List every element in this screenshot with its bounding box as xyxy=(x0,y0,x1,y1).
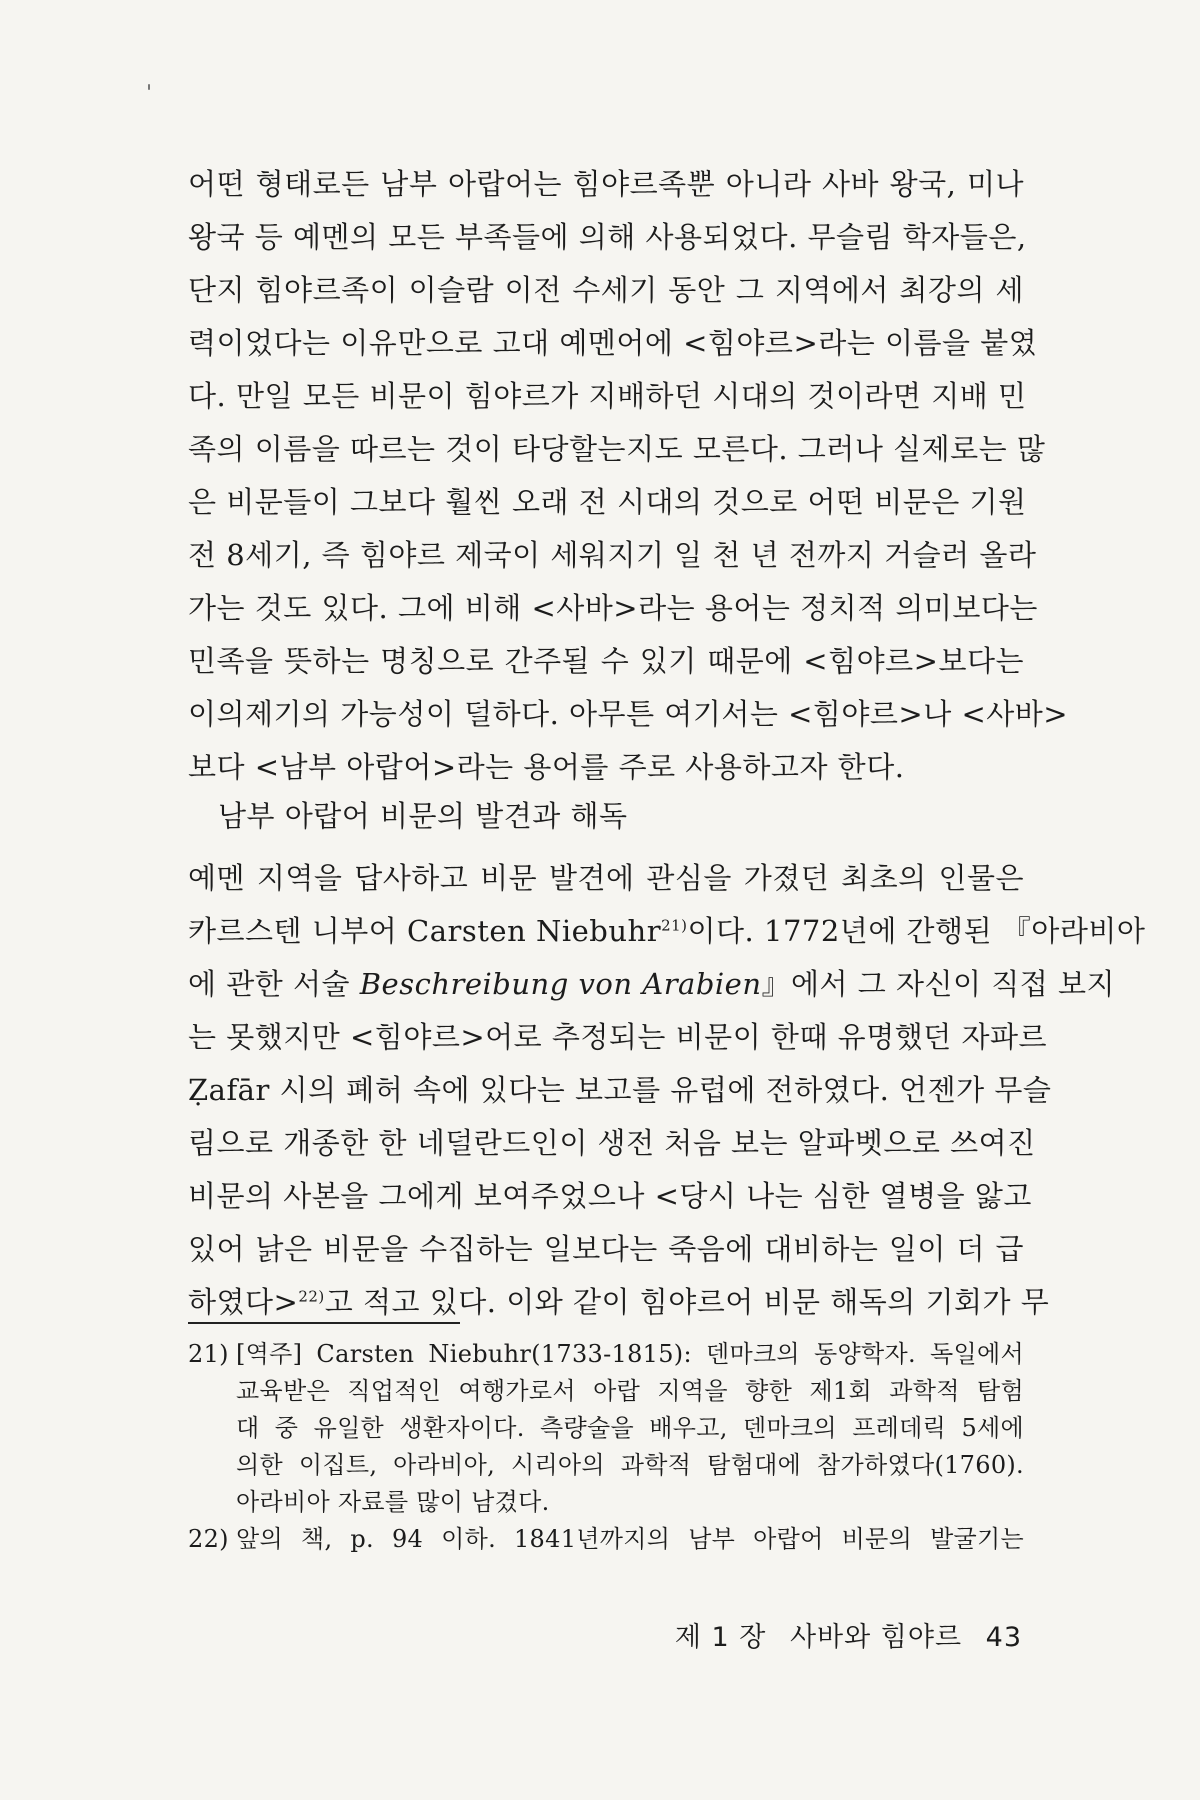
footnote-divider xyxy=(188,1322,460,1324)
book-title-italic: Beschreibung von Arabien xyxy=(359,967,762,1001)
text-fragment: 이다. 1772년에 간행된 『아라비아 xyxy=(687,914,1146,948)
text-line: 단지 힘야르족이 이슬람 이전 수세기 동안 그 지역에서 최강의 세 xyxy=(188,273,1024,307)
text-line xyxy=(188,905,1146,958)
footnote-body xyxy=(236,1521,1024,1558)
footnotes xyxy=(188,1336,1024,1558)
text-line: 왕국 등 예멘의 모든 부족들에 의해 사용되었다. 무슬림 학자들은, xyxy=(188,220,1027,254)
text-line: 비문의 사본을 그에게 보여주었으나 <당시 나는 심한 열병을 앓고 xyxy=(188,1179,1032,1213)
text-line: 다. 만일 모든 비문이 힘야르가 지배하던 시대의 것이라면 지배 민 xyxy=(188,379,1027,413)
text-line: Ẓafār 시의 폐허 속에 있다는 보고를 유럽에 전하였다. 언젠가 무슬 xyxy=(188,1073,1052,1107)
section-heading: 남부 아랍어 비문의 발견과 해독 xyxy=(218,799,628,833)
text-fragment: 하였다> xyxy=(188,1285,299,1319)
footnote-line: 앞의 책, p. 94 이하. 1841년까지의 남부 아랍어 비문의 발굴기는 xyxy=(236,1525,1024,1553)
text-fragment: 에 관한 서술 xyxy=(188,967,360,1001)
footnote-line: 아라비아 자료를 많이 남겼다. xyxy=(236,1488,550,1516)
footnote-21 xyxy=(188,1336,1024,1521)
footnote-number: 22) xyxy=(188,1525,229,1553)
text-line: 림으로 개종한 한 네덜란드인이 생전 처음 보는 알파벳으로 쓰여진 xyxy=(188,1126,1036,1160)
text-line: 예멘 지역을 답사하고 비문 발견에 관심을 가졌던 최초의 인물은 xyxy=(188,861,1024,895)
footnote-body xyxy=(236,1336,1024,1521)
text-line: 보다 <남부 아랍어>라는 용어를 주로 사용하고자 한다. xyxy=(188,750,905,784)
page-number: 43 xyxy=(985,1622,1022,1653)
page-footer xyxy=(675,1620,1022,1656)
footnote-line: [역주] Carsten Niebuhr(1733-1815): 덴마크의 동양학자. 독일에서 xyxy=(236,1340,1024,1368)
text-fragment: 카르스텐 니부어 Carsten Niebuhr xyxy=(188,914,662,948)
text-line: 는 못했지만 <힘야르>어로 추정되는 비문이 한때 유명했던 자파르 xyxy=(188,1020,1047,1054)
text-line: 력이었다는 이유만으로 고대 예멘어에 <힘야르>라는 이름을 붙였 xyxy=(188,326,1038,360)
body-paragraph-1 xyxy=(188,158,1069,794)
text-line: 가는 것도 있다. 그에 비해 <사바>라는 용어는 정치적 의미보다는 xyxy=(188,591,1038,625)
text-line: 전 8세기, 즉 힘야르 제국이 세워지기 일 천 년 전까지 거슬러 올라 xyxy=(188,538,1037,572)
chapter-label: 제 1 장 xyxy=(674,1622,767,1653)
scan-speck xyxy=(148,84,150,90)
footnote-22 xyxy=(188,1521,1024,1558)
body-paragraph-2 xyxy=(188,852,1146,1329)
chapter-title: 사바와 힘야르 xyxy=(789,1622,963,1653)
footnote-line: 교육받은 직업적인 여행가로서 아랍 지역을 향한 제1회 과학적 탐험 xyxy=(236,1377,1024,1405)
footnote-line: 의한 이집트, 아라비아, 시리아의 과학적 탐험대에 참가하였다(1760). xyxy=(236,1451,1024,1479)
footnote-ref-21: 21) xyxy=(661,916,688,935)
footnote-line: 대 중 유일한 생환자이다. 측량술을 배우고, 덴마크의 프레데릭 5세에 xyxy=(236,1414,1024,1442)
text-line: 어떤 형태로든 남부 아랍어는 힘야르족뿐 아니라 사바 왕국, 미나 xyxy=(188,167,1024,201)
text-fragment: 고 적고 있다. 이와 같이 힘야르어 비문 해독의 기회가 무 xyxy=(324,1285,1050,1319)
text-line: 은 비문들이 그보다 훨씬 오래 전 시대의 것으로 어떤 비문은 기원 xyxy=(188,485,1027,519)
text-line: 있어 낡은 비문을 수집하는 일보다는 죽음에 대비하는 일이 더 급 xyxy=(188,1232,1024,1266)
text-fragment: 』에서 그 자신이 직접 보지 xyxy=(761,967,1116,1001)
text-line: 이의제기의 가능성이 덜하다. 아무튼 여기서는 <힘야르>나 <사바> xyxy=(188,697,1069,731)
text-line: 민족을 뜻하는 명칭으로 간주될 수 있기 때문에 <힘야르>보다는 xyxy=(188,644,1024,678)
text-line: 족의 이름을 따르는 것이 타당할는지도 모른다. 그러나 실제로는 많 xyxy=(188,432,1046,466)
text-line xyxy=(188,958,1116,1011)
footnote-ref-22: 22) xyxy=(298,1287,325,1306)
footnote-number: 21) xyxy=(188,1340,229,1368)
